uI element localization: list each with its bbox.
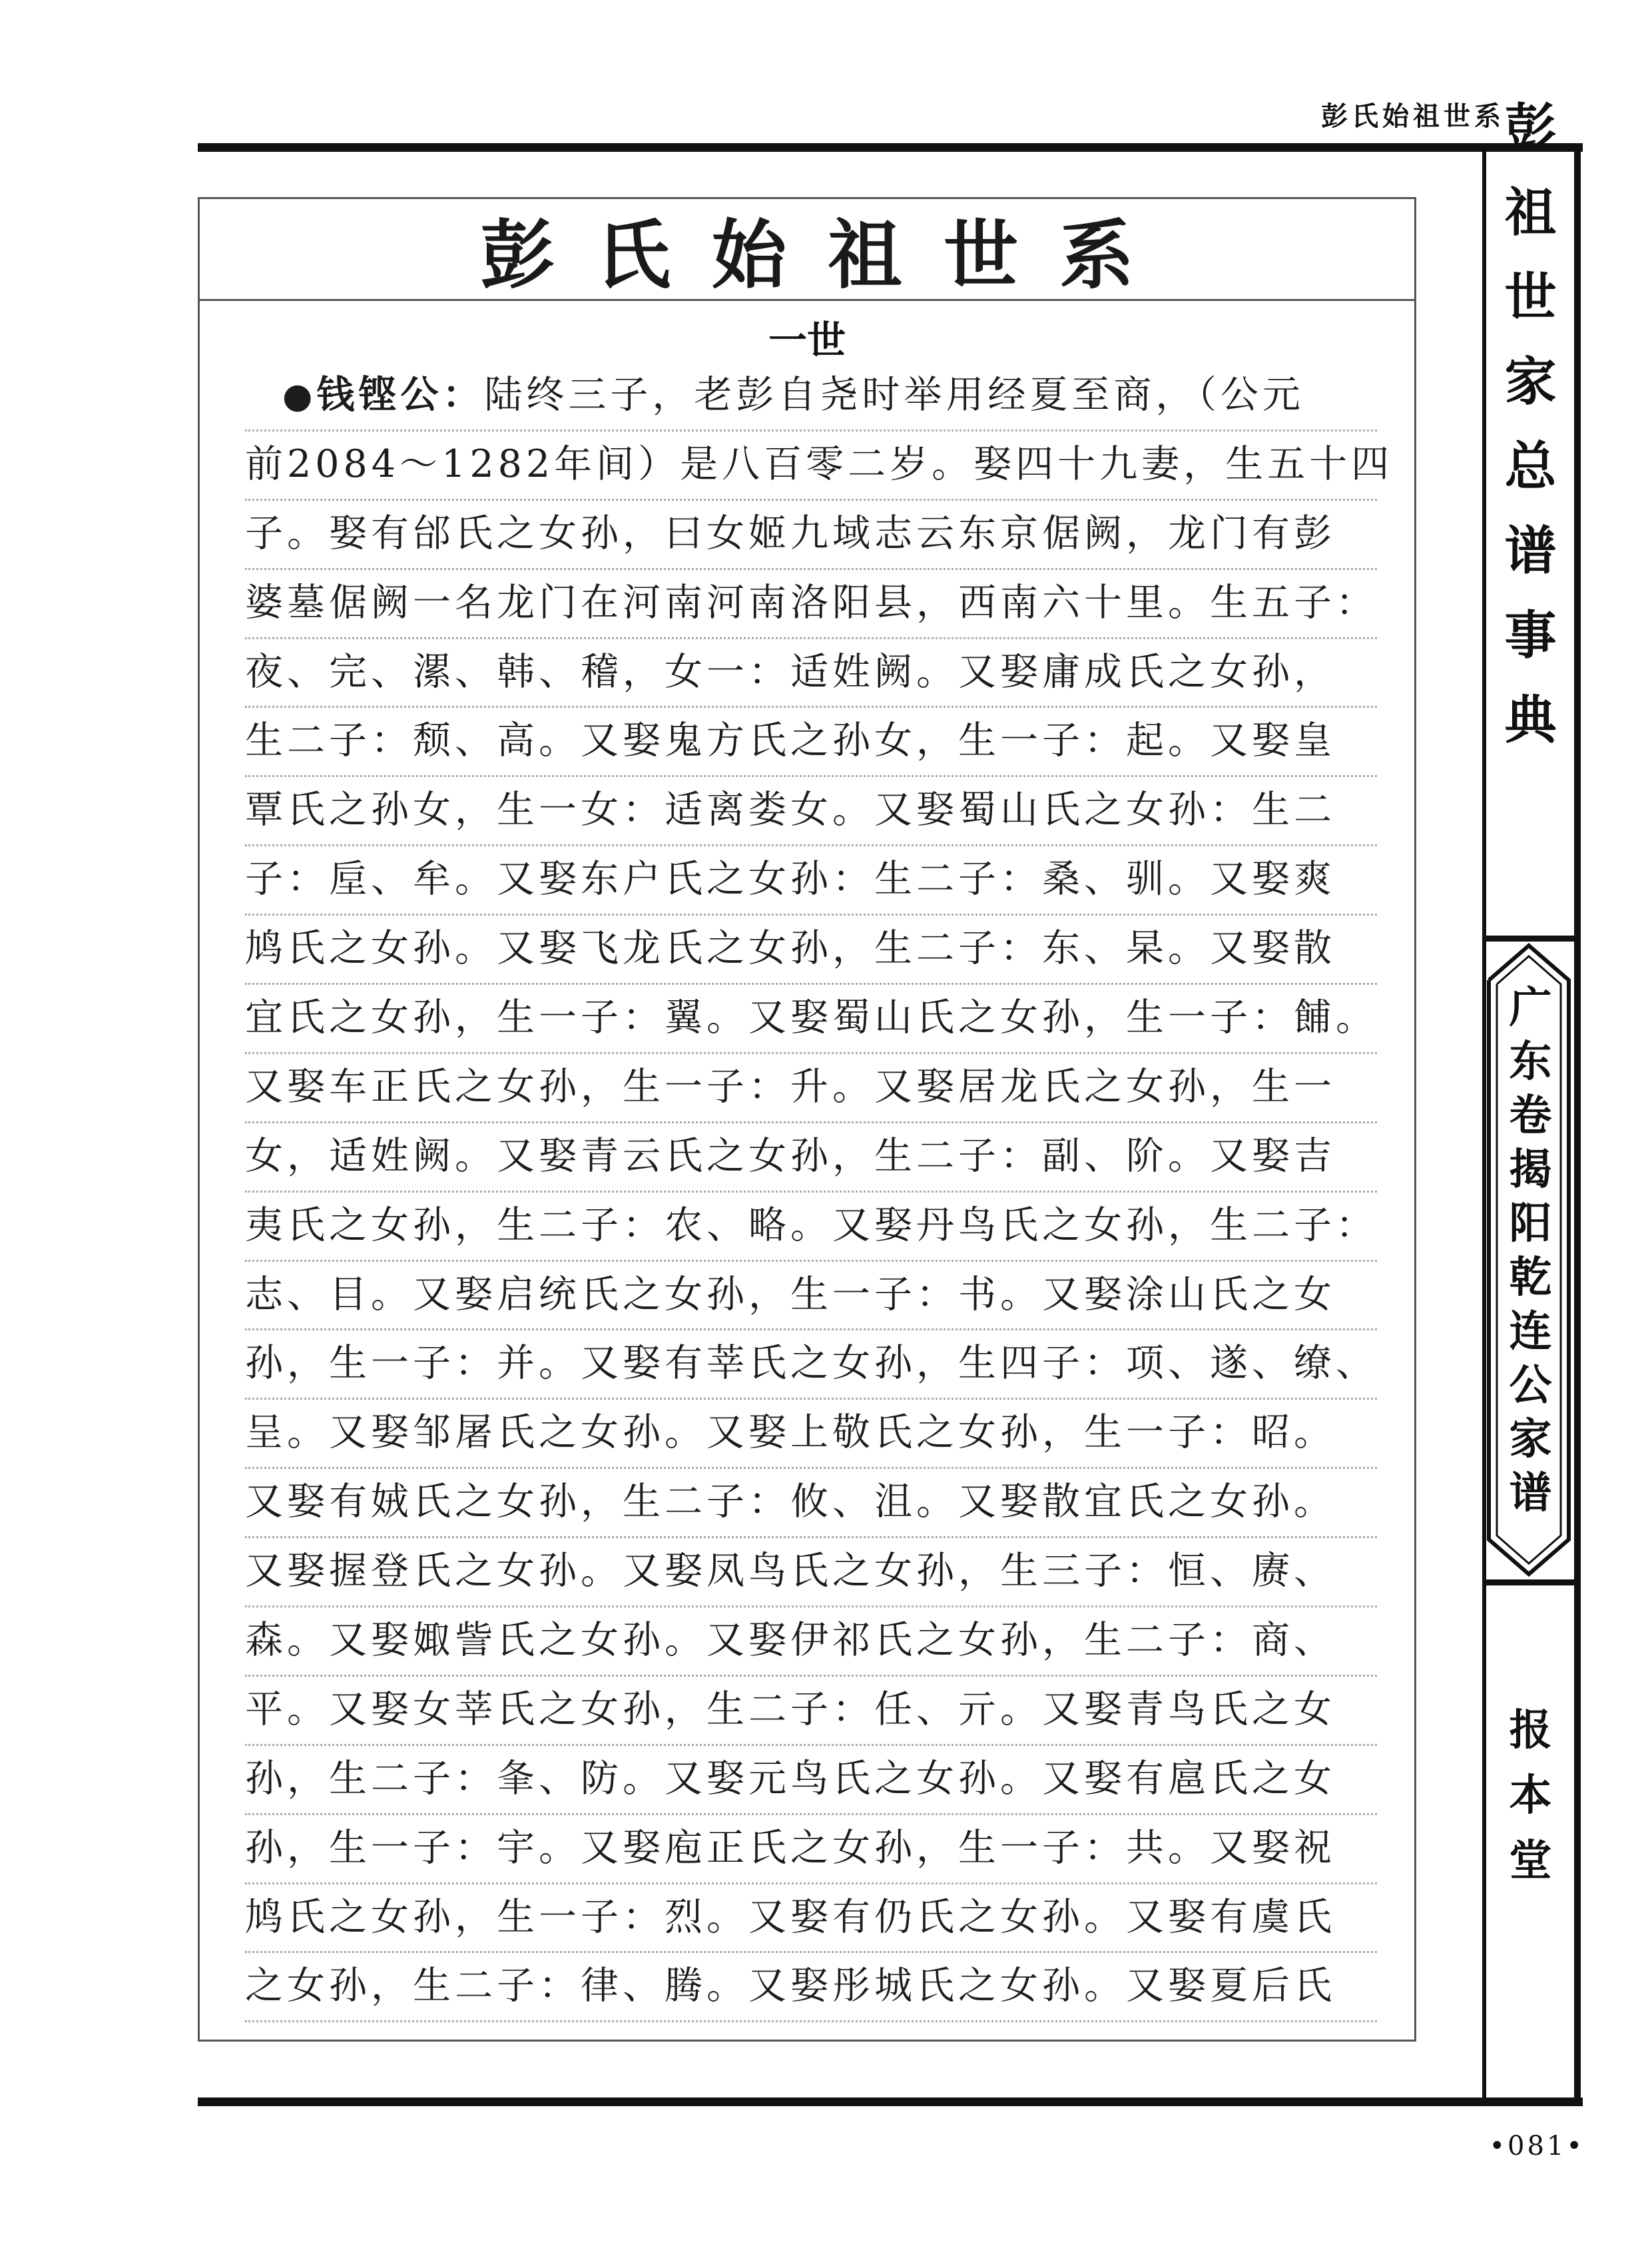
text-line bbox=[245, 570, 1377, 639]
text-line bbox=[245, 1538, 1377, 1607]
line-text: 子：垕、牟。又娶东户氏之女孙：生二子：桑、驯。又娶爽 bbox=[245, 857, 1336, 902]
text-line bbox=[245, 431, 1394, 501]
line-text: 陆终三子，老彭自尧时举用经夏至商，（公元 bbox=[484, 373, 1304, 417]
text-line bbox=[245, 1607, 1377, 1677]
volume-title-char: 阳 bbox=[1509, 1199, 1552, 1249]
text-line bbox=[245, 501, 1377, 570]
text-line bbox=[245, 362, 1377, 431]
line-text: 又娶握登氏之女孙。又娶凤鸟氏之女孙，生三子：恒、赓、 bbox=[245, 1549, 1336, 1593]
text-line bbox=[245, 1884, 1377, 1954]
ancestor-name: 钱铿公： bbox=[316, 372, 485, 417]
line-text: 之女孙，生二子：律、腾。又娶彤城氏之女孙。又娶夏后氏 bbox=[245, 1964, 1336, 2008]
volume-title-char: 卷 bbox=[1509, 1091, 1552, 1141]
line-text: 夜、完、漯、韩、稽，女一：适姓阙。又娶庸成氏之女孙， bbox=[245, 649, 1336, 694]
volume-title-char: 连 bbox=[1509, 1307, 1552, 1356]
volume-title-vertical bbox=[1478, 940, 1583, 1659]
book-title-char: 典 bbox=[1504, 691, 1557, 750]
line-text: 子。娶有邰氏之女孙，曰女姬九域志云东京倨阙，龙门有彭 bbox=[245, 511, 1336, 555]
line-text: 前2084～1282年间）是八百零二岁。娶四十九妻，生五十四 bbox=[245, 441, 1394, 486]
book-title-char: 谱 bbox=[1504, 521, 1557, 581]
title-box bbox=[200, 199, 1414, 301]
volume-title-char: 乾 bbox=[1509, 1253, 1552, 1302]
generation-heading: 一世 bbox=[768, 318, 846, 363]
hall-name-char: 堂 bbox=[1509, 1836, 1552, 1886]
volume-title-char: 广 bbox=[1509, 983, 1552, 1033]
line-text: 孙，生二子：夆、防。又娶元鸟氏之女孙。又娶有扈氏之女 bbox=[245, 1756, 1336, 1801]
line-text: 孙，生一子：宇。又娶庖正氏之女孙，生一子：共。又娶祝 bbox=[245, 1825, 1336, 1870]
page-number: •081• bbox=[1489, 2131, 1585, 2161]
book-title-char: 祖 bbox=[1504, 183, 1557, 243]
line-text: 宜氏之女孙，生一子：翼。又娶蜀山氏之女孙，生一子：餔。 bbox=[245, 995, 1378, 1040]
text-line bbox=[245, 1400, 1377, 1469]
text-line bbox=[245, 1677, 1377, 1746]
main-panel bbox=[198, 197, 1416, 2042]
genealogy-entry bbox=[245, 362, 1394, 2022]
line-text: 孙，生一子：并。又娶有莘氏之女孙，生四子：项、遂、缭、 bbox=[245, 1341, 1378, 1386]
line-text: 女，适姓阙。又娶青云氏之女孙，生二子：副、阶。又娶吉 bbox=[245, 1133, 1336, 1178]
page-title: 彭氏始祖世系 bbox=[480, 211, 1175, 299]
text-line bbox=[245, 639, 1377, 708]
volume-title-char: 公 bbox=[1509, 1361, 1552, 1410]
line-text: 又娶车正氏之女孙，生一子：升。又娶居龙氏之女孙，生一 bbox=[245, 1064, 1336, 1109]
text-line bbox=[245, 916, 1377, 985]
volume-title-char: 谱 bbox=[1509, 1469, 1552, 1518]
hall-name-char: 本 bbox=[1509, 1771, 1552, 1821]
book-title-char: 总 bbox=[1504, 437, 1557, 497]
line-text: 生二子：颓、高。又娶鬼方氏之孙女，生一子：起。又娶皇 bbox=[245, 718, 1336, 763]
running-head: 彭氏始祖世系 bbox=[1321, 101, 1505, 132]
text-line bbox=[245, 1123, 1377, 1193]
line-text: 志、目。又娶启统氏之女孙，生一子：书。又娶涂山氏之女 bbox=[245, 1272, 1336, 1316]
hall-name-vertical bbox=[1478, 1585, 1583, 1958]
line-text: 平。又娶女莘氏之女孙，生二子：任、亓。又娶青鸟氏之女 bbox=[245, 1687, 1336, 1731]
line-text: 覃氏之孙女，生一女：适离娄女。又娶蜀山氏之女孙：生二 bbox=[245, 788, 1336, 832]
text-line bbox=[245, 708, 1377, 777]
line-text: 夷氏之女孙，生二子：农、略。又娶丹鸟氏之女孙，生二子： bbox=[245, 1203, 1378, 1247]
book-title-char: 彭 bbox=[1504, 99, 1557, 158]
book-title-char: 家 bbox=[1504, 352, 1557, 412]
bullet-icon: ● bbox=[282, 376, 317, 416]
volume-title-char: 家 bbox=[1509, 1415, 1552, 1464]
line-text: 又娶有娀氏之女孙，生二子：攸、沮。又娶散宜氏之女孙。 bbox=[245, 1480, 1336, 1524]
text-line bbox=[245, 1469, 1377, 1538]
hall-name-char: 报 bbox=[1509, 1706, 1552, 1755]
text-line bbox=[245, 846, 1377, 916]
line-text: 婆墓倨阙一名龙门在河南河南洛阳县，西南六十里。生五子： bbox=[245, 580, 1378, 625]
text-line bbox=[245, 777, 1377, 846]
text-line bbox=[245, 1054, 1377, 1123]
text-line bbox=[245, 1746, 1377, 1815]
text-line bbox=[245, 1815, 1377, 1884]
text-line bbox=[245, 1953, 1377, 2022]
volume-title-char: 揭 bbox=[1509, 1145, 1552, 1195]
book-title-char: 世 bbox=[1504, 268, 1557, 328]
top-rule bbox=[198, 143, 1583, 152]
line-text: 森。又娶娵訾氏之女孙。又娶伊祁氏之女孙，生二子：商、 bbox=[245, 1618, 1336, 1663]
volume-title-char: 东 bbox=[1509, 1037, 1552, 1087]
book-title-char: 事 bbox=[1504, 606, 1557, 666]
text-line bbox=[245, 1330, 1377, 1400]
book-title-vertical bbox=[1478, 87, 1583, 839]
text-line bbox=[245, 1193, 1377, 1262]
bottom-rule bbox=[198, 2098, 1583, 2106]
text-line bbox=[245, 1262, 1377, 1331]
text-line bbox=[245, 985, 1377, 1054]
line-text: 呈。又娶邹屠氏之女孙。又娶上敬氏之女孙，生一子：昭。 bbox=[245, 1410, 1336, 1455]
line-text: 鸠氏之女孙，生一子：烈。又娶有仍氏之女孙。又娶有虞氏 bbox=[245, 1894, 1336, 1939]
line-text: 鸠氏之女孙。又娶飞龙氏之女孙，生二子：东、杲。又娶散 bbox=[245, 926, 1336, 971]
